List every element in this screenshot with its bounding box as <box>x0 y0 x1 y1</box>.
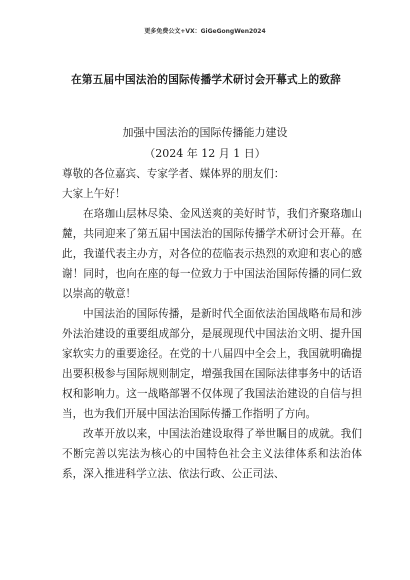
body-paragraph: 中国法治的国际传播，是新时代全面依法治国战略布局和涉外法治建设的重要组成部分，是展现现代中国法治文明、提升国家软实力的重要途径。在党的十八届四中全会上，我国就明确提出要积极参与国际规则制定，增强我国在国际法律事务中的话语权和影响力。这一战略部署不仅体现了我国法治建设的自信与担当，也为我们开展中国法治国际传播工作指明了方向。 <box>62 308 362 420</box>
header-note: 更多免费公文+VX：GiGeGongWen2024 <box>144 28 266 35</box>
speech-date: （2024 年 12 月 1 日） <box>144 147 266 160</box>
salutation: 尊敬的各位嘉宾、专家学者、媒体界的朋友们： <box>62 168 285 180</box>
document-title: 在第五届中国法治的国际传播学术研讨会开幕式上的致辞 <box>71 74 341 86</box>
body-paragraph: 在珞珈山层林尽染、金风送爽的美好时节，我们齐聚珞珈山麓，共同迎来了第五届中国法治的国际传播学术研讨会开幕。在此，我谨代表主办方，对各位的莅临表示热烈的欢迎和衷心的感谢！同时，也向在座的每一位致力于中国法治国际传播的同仁致以崇高的敬意！ <box>62 208 362 300</box>
body-paragraph: 改革开放以来，中国法治建设取得了举世瞩目的成就。我们不断完善以宪法为核心的中国特色社会主义法律体系和法治体系，深入推进科学立法、依法行政、公正司法、 <box>62 428 362 480</box>
greeting: 大家上午好！ <box>62 188 126 200</box>
speech-subtitle: 加强中国法治的国际传播能力建设 <box>122 126 288 139</box>
document-body <box>62 164 362 484</box>
